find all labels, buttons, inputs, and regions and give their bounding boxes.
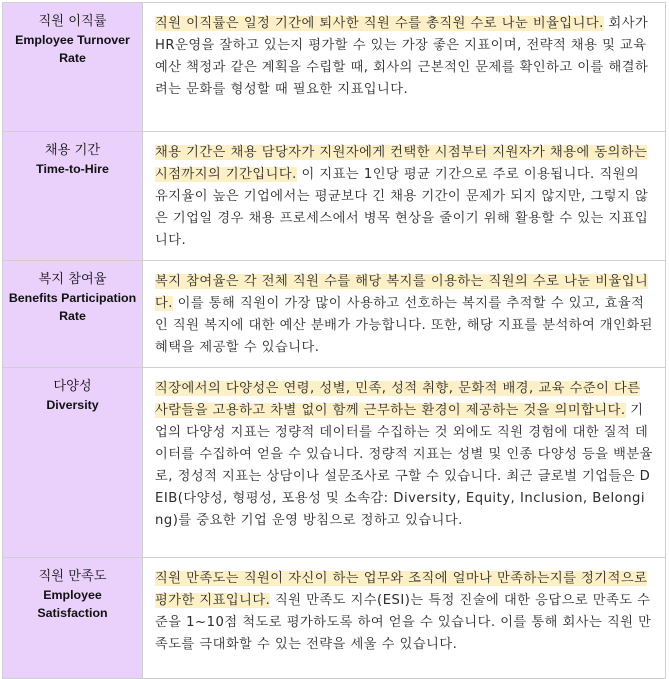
metric-term-cell [3, 368, 143, 558]
metric-term-cell [3, 3, 143, 132]
table-row [3, 261, 666, 368]
metric-description-cell [143, 132, 666, 261]
metric-term-english: Employee Satisfaction [37, 588, 108, 620]
metric-term-korean: 직원 만족도 [38, 569, 107, 584]
metric-description-cell [143, 558, 666, 679]
metric-description-cell [143, 368, 666, 558]
description-text: 직원 만족도 지수(ESI)는 특정 진술에 대한 응답으로 만족도 수준을 1~10점 척도로 평가하도록 하여 얻을 수 있습니다. 이를 통해 회사는 직원 만족도를 극대화할 수 있는 전략을 세울 수 있습니다. [155, 593, 652, 652]
table-row [3, 3, 666, 132]
highlighted-definition: 직원 이직률은 일정 기간에 퇴사한 직원 수를 총직원 수로 나눈 비율입니다. [155, 16, 604, 31]
metric-description-cell [143, 261, 666, 368]
highlighted-definition: 복지 참여율은 각 전체 직원 수를 해당 복지를 이용하는 직원의 수로 나눈 비율입니다. [155, 274, 649, 311]
metric-term-korean: 복지 참여율 [38, 272, 107, 287]
metric-term-korean: 채용 기간 [44, 143, 101, 158]
highlighted-definition: 직원 만족도는 직원이 자신이 하는 업무와 조직에 얼마나 만족하는지를 정기적으로 평가한 지표입니다. [155, 571, 648, 608]
metric-term-english: Benefits Participation Rate [8, 291, 137, 323]
highlighted-definition: 채용 기간은 채용 담당자가 지원자에게 컨택한 시점부터 지원자가 채용에 동의하는 시점까지의 기간입니다. [155, 145, 648, 182]
metric-term-cell [3, 132, 143, 261]
metric-term-english: Time-to-Hire [36, 162, 109, 176]
description-text: 이를 통해 직원이 가장 많이 사용하고 선호하는 복지를 추적할 수 있고, 효율적인 직원 복지에 대한 예산 분배가 가능합니다. 또한, 해당 지표를 분석하여 개인화된 혜택을 제공할 수 있습니다. [155, 296, 653, 355]
metric-term-korean: 직원 이직률 [38, 14, 107, 29]
highlighted-definition: 직장에서의 다양성은 연령, 성별, 민족, 성적 취향, 문화적 배경, 교육 수준이 다른 사람들을 고용하고 차별 없이 함께 근무하는 환경이 제공하는 것을 의미합니다. [155, 381, 641, 418]
description-text: 기업의 다양성 지표는 정량적 데이터를 수집하는 것 외에도 직원 경험에 대한 질적 데이터를 수집하여 얻을 수 있습니다. 정량적 지표는 성별 및 인종 다양성 등을 백분율로, 정성적 지표는 상담이나 설문조사로 구할 수 있습니다. 최근 글로벌 기업들은 DEIB(다양성, 형평성, 포용성 및 소속감: Diversity, Equity, Inclusion, Belonging)를 중요한 기업 운영 방침으로 정하고 있습니다. [155, 403, 653, 528]
hr-metrics-table-wrapper [2, 2, 666, 679]
metric-term-cell [3, 558, 143, 679]
metric-term-english: Diversity [46, 398, 99, 412]
metric-description-cell [143, 3, 666, 132]
description-text: 회사가 HR운영을 잘하고 있는지 평가할 수 있는 가장 좋은 지표이며, 전략적 채용 및 교육 예산 책정과 같은 계획을 수립할 때, 회사의 근본적인 문제를 확인하고 이를 해결하려는 문화를 형성할 때 필요한 지표입니다. [155, 16, 649, 97]
description-text: 이 지표는 1인당 평균 기간으로 주로 이용됩니다. 직원의 유지율이 높은 기업에서는 평균보다 긴 채용 기간이 문제가 되지 않지만, 그렇지 않은 기업일 경우 채용 프로세스에서 병목 현상을 줄이기 위해 활용할 수 있는 지표입니다. [155, 167, 649, 248]
table-row [3, 132, 666, 261]
metric-term-english: Employee Turnover Rate [15, 33, 130, 65]
table-row [3, 368, 666, 558]
table-row [3, 558, 666, 679]
hr-metrics-table [2, 2, 666, 679]
metric-term-cell [3, 261, 143, 368]
metric-term-korean: 다양성 [53, 379, 92, 394]
